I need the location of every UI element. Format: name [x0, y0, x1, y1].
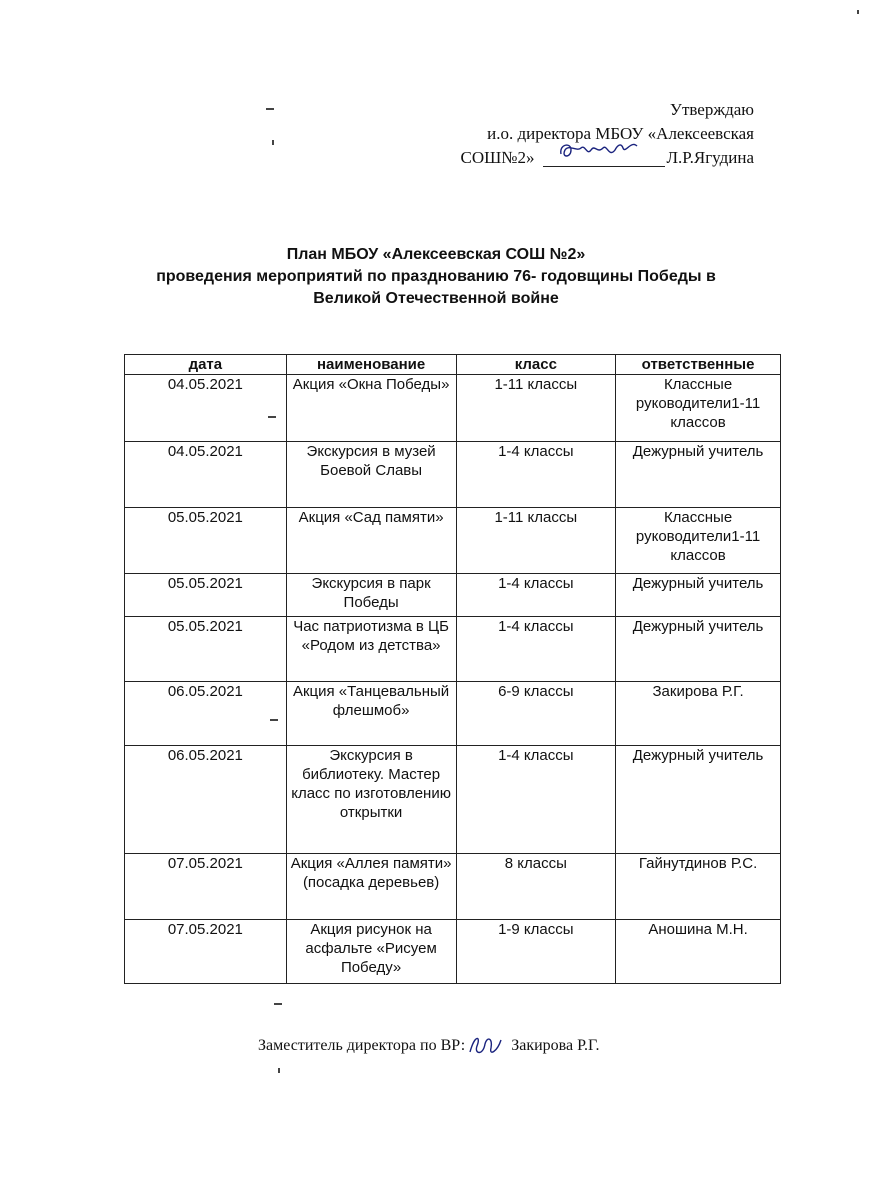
cell-grade: 1-4 классы	[456, 746, 616, 854]
cell-responsible: Дежурный учитель	[616, 442, 781, 508]
cell-name: Экскурсия в парк Победы	[286, 574, 456, 617]
cell-grade: 1-9 классы	[456, 920, 616, 984]
director-signature	[543, 148, 665, 167]
header-name: наименование	[286, 355, 456, 375]
cell-responsible: Закирова Р.Г.	[616, 682, 781, 746]
cell-responsible: Классные руководители1-11 классов	[616, 508, 781, 574]
cell-grade: 8 классы	[456, 854, 616, 920]
table-row	[125, 508, 781, 574]
header-responsible: ответственные	[616, 355, 781, 375]
footer-position: Заместитель директора по ВР:	[258, 1037, 466, 1054]
cell-date: 04.05.2021	[125, 442, 287, 508]
scan-speck	[268, 416, 276, 418]
cell-date: 05.05.2021	[125, 574, 287, 617]
table-row	[125, 617, 781, 682]
title-line2: проведения мероприятий по празднованию 76- годовщины Победы в	[156, 268, 716, 285]
cell-name: Акция «Танцевальный флешмоб»	[286, 682, 456, 746]
approval-line3	[414, 146, 754, 170]
approval-block	[414, 98, 754, 170]
deputy-signature	[467, 1032, 503, 1060]
header-date: дата	[125, 355, 287, 375]
approval-line1: Утверждаю	[669, 100, 754, 119]
cell-name: Акция рисунок на асфальте «Рисуем Победу»	[286, 920, 456, 984]
cell-date: 05.05.2021	[125, 617, 287, 682]
header-grade: класс	[456, 355, 616, 375]
cell-date: 06.05.2021	[125, 682, 287, 746]
footer-signature-line	[258, 1032, 599, 1060]
cell-grade: 1-4 классы	[456, 442, 616, 508]
table-row	[125, 442, 781, 508]
signature-scribble	[557, 138, 647, 164]
cell-name: Экскурсия в музей Боевой Славы	[286, 442, 456, 508]
scan-speck	[278, 1068, 280, 1073]
table-row	[125, 746, 781, 854]
cell-name: Час патриотизма в ЦБ «Родом из детства»	[286, 617, 456, 682]
cell-date: 06.05.2021	[125, 746, 287, 854]
director-name: Л.Р.Ягудина	[666, 148, 754, 167]
cell-date: 07.05.2021	[125, 854, 287, 920]
title-line3: Великой Отечественной войне	[313, 290, 559, 307]
table-header-row	[125, 355, 781, 375]
cell-date: 07.05.2021	[125, 920, 287, 984]
table-row	[125, 375, 781, 442]
scan-speck	[266, 108, 274, 110]
approval-line2: и.о. директора МБОУ «Алексеевская	[487, 124, 754, 143]
table-row	[125, 682, 781, 746]
cell-date: 04.05.2021	[125, 375, 287, 442]
cell-responsible: Аношина М.Н.	[616, 920, 781, 984]
approval-school: СОШ№2»	[460, 148, 535, 167]
title-line1: План МБОУ «Алексеевская СОШ №2»	[286, 246, 586, 263]
table-row	[125, 574, 781, 617]
table-row	[125, 920, 781, 984]
cell-name: Акция «Аллея памяти» (посадка деревьев)	[286, 854, 456, 920]
cell-name: Экскурсия в библиотеку. Мастер класс по изготовлению открытки	[286, 746, 456, 854]
cell-grade: 1-11 классы	[456, 375, 616, 442]
scan-speck	[274, 1003, 282, 1005]
cell-responsible: Дежурный учитель	[616, 617, 781, 682]
scan-speck	[857, 10, 859, 14]
cell-name: Акция «Сад памяти»	[286, 508, 456, 574]
cell-grade: 1-4 классы	[456, 617, 616, 682]
cell-responsible: Дежурный учитель	[616, 746, 781, 854]
scan-speck	[272, 140, 274, 145]
cell-responsible: Дежурный учитель	[616, 574, 781, 617]
cell-date: 05.05.2021	[125, 508, 287, 574]
cell-grade: 1-11 классы	[456, 508, 616, 574]
plan-title	[0, 244, 872, 310]
cell-responsible: Гайнутдинов Р.С.	[616, 854, 781, 920]
cell-grade: 1-4 классы	[456, 574, 616, 617]
cell-grade: 6-9 классы	[456, 682, 616, 746]
cell-name: Акция «Окна Победы»	[286, 375, 456, 442]
scan-speck	[270, 719, 278, 721]
cell-responsible: Классные руководители1-11 классов	[616, 375, 781, 442]
table-row	[125, 854, 781, 920]
footer-name: Закирова Р.Г.	[511, 1037, 600, 1054]
events-table	[124, 354, 781, 984]
